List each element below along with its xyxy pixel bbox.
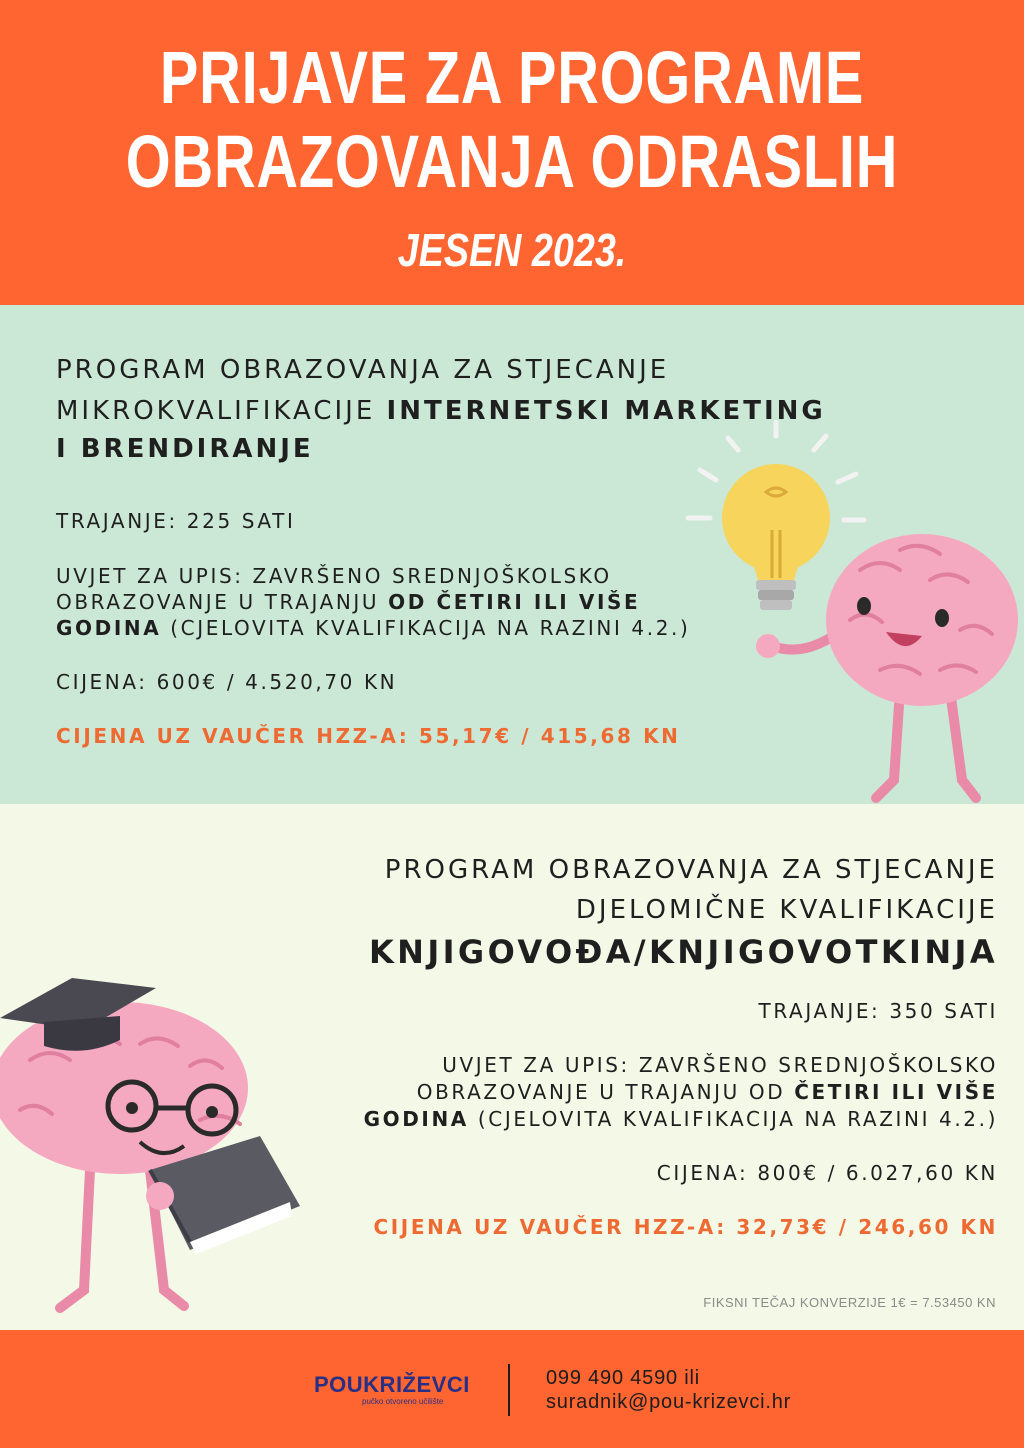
program-1-heading-name: INTERNETSKI MARKETING bbox=[386, 396, 826, 426]
program-2-requirement-line-2 bbox=[417, 1079, 998, 1105]
program-2-requirement-line-1: UVJET ZA UPIS: ZAVRŠENO SREDNJOŠKOLSKO bbox=[442, 1053, 998, 1077]
program-1-heading-line-3: I BRENDIRANJE bbox=[56, 434, 314, 464]
program-1-requirement-line-1: UVJET ZA UPIS: ZAVRŠENO SREDNJOŠKOLSKO bbox=[56, 564, 612, 588]
program-1-duration: TRAJANJE: 225 SATI bbox=[56, 509, 296, 533]
program-2-requirement-emphasis: ČETIRI ILI VIŠE bbox=[794, 1080, 998, 1104]
page-subtitle: JESEN 2023. bbox=[397, 224, 627, 276]
program-2-heading-line-1: PROGRAM OBRAZOVANJA ZA STJECANJE bbox=[384, 855, 998, 885]
program-2-heading-line-2: DJELOMIČNE KVALIFIKACIJE bbox=[575, 895, 998, 925]
program-2-requirement-level: (CJELOVITA KVALIFIKACIJA NA RAZINI 4.2.) bbox=[468, 1107, 998, 1131]
lightbulb-brain-illustration bbox=[680, 420, 1024, 804]
program-2-duration: TRAJANJE: 350 SATI bbox=[758, 999, 998, 1023]
footer-banner bbox=[0, 1330, 1024, 1448]
page-title bbox=[113, 36, 912, 204]
program-1-requirement-text: OBRAZOVANJE U TRAJANJU bbox=[56, 590, 389, 614]
program-1-requirement-line-2 bbox=[56, 589, 640, 615]
program-2-price: CIJENA: 800€ / 6.027,60 KN bbox=[656, 1161, 998, 1185]
program-1-requirement-level: (CJELOVITA KVALIFIKACIJA NA RAZINI 4.2.) bbox=[161, 616, 691, 640]
conversion-note: FIKSNI TEČAJ KONVERZIJE 1€ = 7.53450 KN bbox=[703, 1295, 996, 1310]
contact-info bbox=[546, 1366, 791, 1414]
footer-divider bbox=[508, 1364, 510, 1416]
program-2-voucher-price: CIJENA UZ VAUČER HZZ-A: 32,73€ / 246,60 KN bbox=[373, 1215, 998, 1239]
program-1-price: CIJENA: 600€ / 4.520,70 KN bbox=[56, 670, 398, 694]
program-1-voucher-price: CIJENA UZ VAUČER HZZ-A: 55,17€ / 415,68 KN bbox=[56, 724, 681, 748]
program-2-requirement-text: OBRAZOVANJE U TRAJANJU OD bbox=[416, 1080, 795, 1104]
graduate-brain-illustration bbox=[0, 970, 310, 1330]
institution-logo-subtext: pučko otvoreno učilište bbox=[362, 1397, 444, 1406]
phone-number[interactable]: 099 490 4590 ili bbox=[546, 1367, 701, 1389]
institution-logo: POUKRIŽEVCI bbox=[314, 1372, 470, 1397]
program-1-requirement-line-3 bbox=[56, 615, 690, 641]
program-2-heading-name: KNJIGOVOĐA/KNJIGOVOTKINJA bbox=[368, 933, 998, 971]
title-line-1: PRIJAVE ZA PROGRAME bbox=[159, 36, 865, 119]
program-1-heading-prefix: MIKROKVALIFIKACIJE bbox=[56, 396, 387, 426]
title-line-2: OBRAZOVANJA ODRASLIH bbox=[125, 120, 899, 203]
program-1-heading-line-1: PROGRAM OBRAZOVANJA ZA STJECANJE bbox=[56, 355, 670, 385]
program-1-requirement-emphasis: OD ČETIRI ILI VIŠE bbox=[388, 590, 641, 614]
program-1-requirement-years: GODINA bbox=[56, 616, 162, 640]
program-2-requirement-line-3 bbox=[364, 1106, 998, 1132]
program-2-requirement-years: GODINA bbox=[363, 1107, 469, 1131]
email-address[interactable]: suradnik@pou-krizevci.hr bbox=[546, 1391, 792, 1413]
